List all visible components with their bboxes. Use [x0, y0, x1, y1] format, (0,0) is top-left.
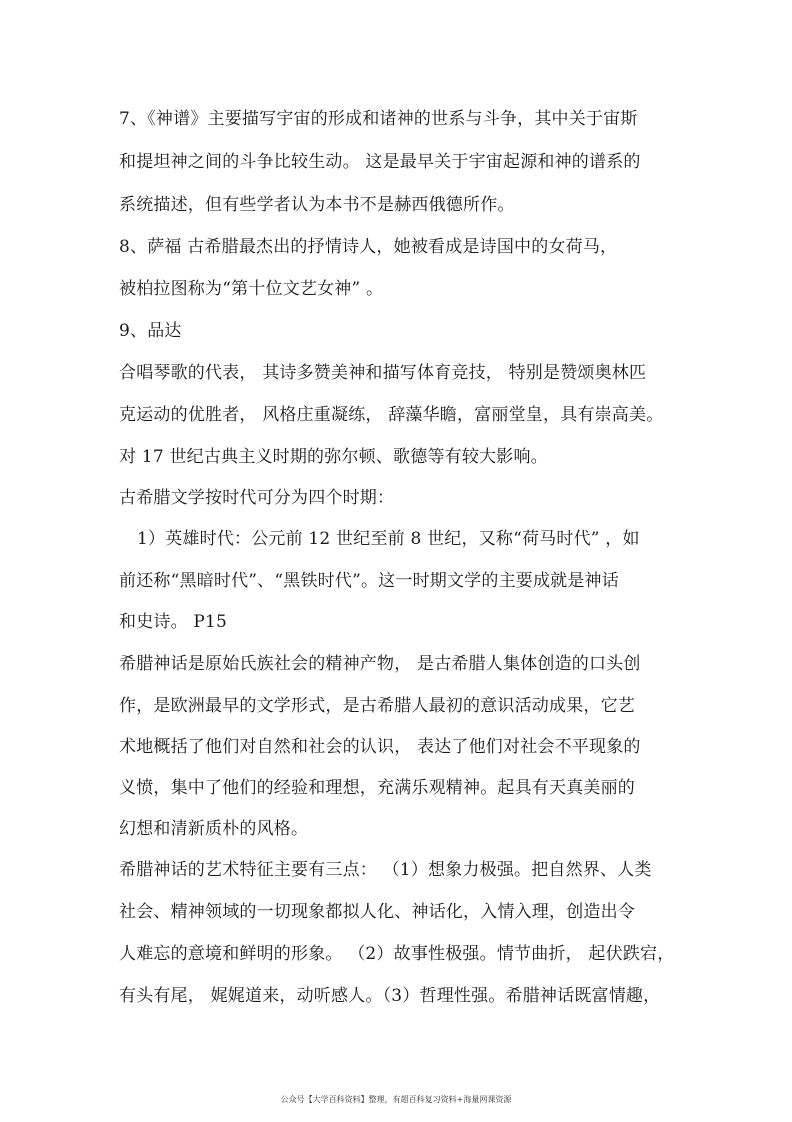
text-line-5: 被柏拉图称为“第十位文艺女神” 。 — [119, 279, 384, 299]
text-line-15: 作，是欧洲最早的文学形式，是古希腊人最初的意识活动成果，它艺 — [119, 696, 635, 716]
text-line-10: 古希腊文学按时代可分为四个时期： — [119, 488, 395, 508]
text-line-2: 和提坦神之间的斗争比较生动。 这是最早关于宇宙起源和神的谱系的 — [119, 152, 641, 172]
text-line-4: 8、萨福 古希腊最杰出的抒情诗人，她被看成是诗国中的女荷马， — [119, 237, 618, 257]
text-line-6: 9、品达 — [119, 321, 182, 341]
text-line-19: 希腊神话的艺术特征主要有三点： （1）想象力极强。把自然界、人类 — [119, 860, 652, 880]
text-line-9: 对 17 世纪古典主义时期的弥尔顿、歌德等有较大影响。 — [119, 447, 548, 467]
text-line-20: 社会、精神领域的一切现象都拟人化、神话化，入情入理，创造出令 — [119, 902, 635, 922]
text-line-12: 前还称“黑暗时代”、“黑铁时代”。这一时期文学的主要成就是神话 — [119, 571, 619, 591]
text-line-7: 合唱琴歌的代表， 其诗多赞美神和描写体育竞技， 特别是赞颂奥林匹 — [119, 363, 647, 383]
text-line-1: 7、《神谱》主要描写宇宙的形成和诸神的世系与斗争，其中关于宙斯 — [119, 109, 638, 129]
text-line-13: 和史诗。 P15 — [119, 612, 228, 632]
text-line-22: 有头有尾， 娓娓道来，动听感人。（3）哲理性强。希腊神话既富情趣， — [119, 986, 661, 1006]
text-line-16: 术地概括了他们对自然和社会的认识， 表达了他们对社会不平现象的 — [119, 737, 641, 757]
text-line-18: 幻想和清新质朴的风格。 — [119, 819, 309, 839]
text-line-17: 义愤，集中了他们的经验和理想，充满乐观精神。起具有天真美丽的 — [119, 778, 635, 798]
text-line-14: 希腊神话是原始氏族社会的精神产物， 是古希腊人集体创造的口头创 — [119, 654, 641, 674]
text-line-8: 克运动的优胜者， 风格庄重凝练， 辞藻华瞻，富丽堂皇，具有崇高美。 — [119, 405, 664, 425]
text-line-11: 1）英雄时代：公元前 12 世纪至前 8 世纪，又称“荷马时代” ，如 — [137, 529, 640, 549]
page-footer: 公众号【大学百科资料】整理，有超百科复习资料+海量网课资源 — [280, 1095, 512, 1104]
text-line-3: 系统描述，但有些学者认为本书不是赫西俄德所作。 — [119, 195, 515, 215]
text-line-21: 人难忘的意境和鲜明的形象。 （2）故事性极强。情节曲折， 起伏跌宕， — [119, 944, 675, 964]
